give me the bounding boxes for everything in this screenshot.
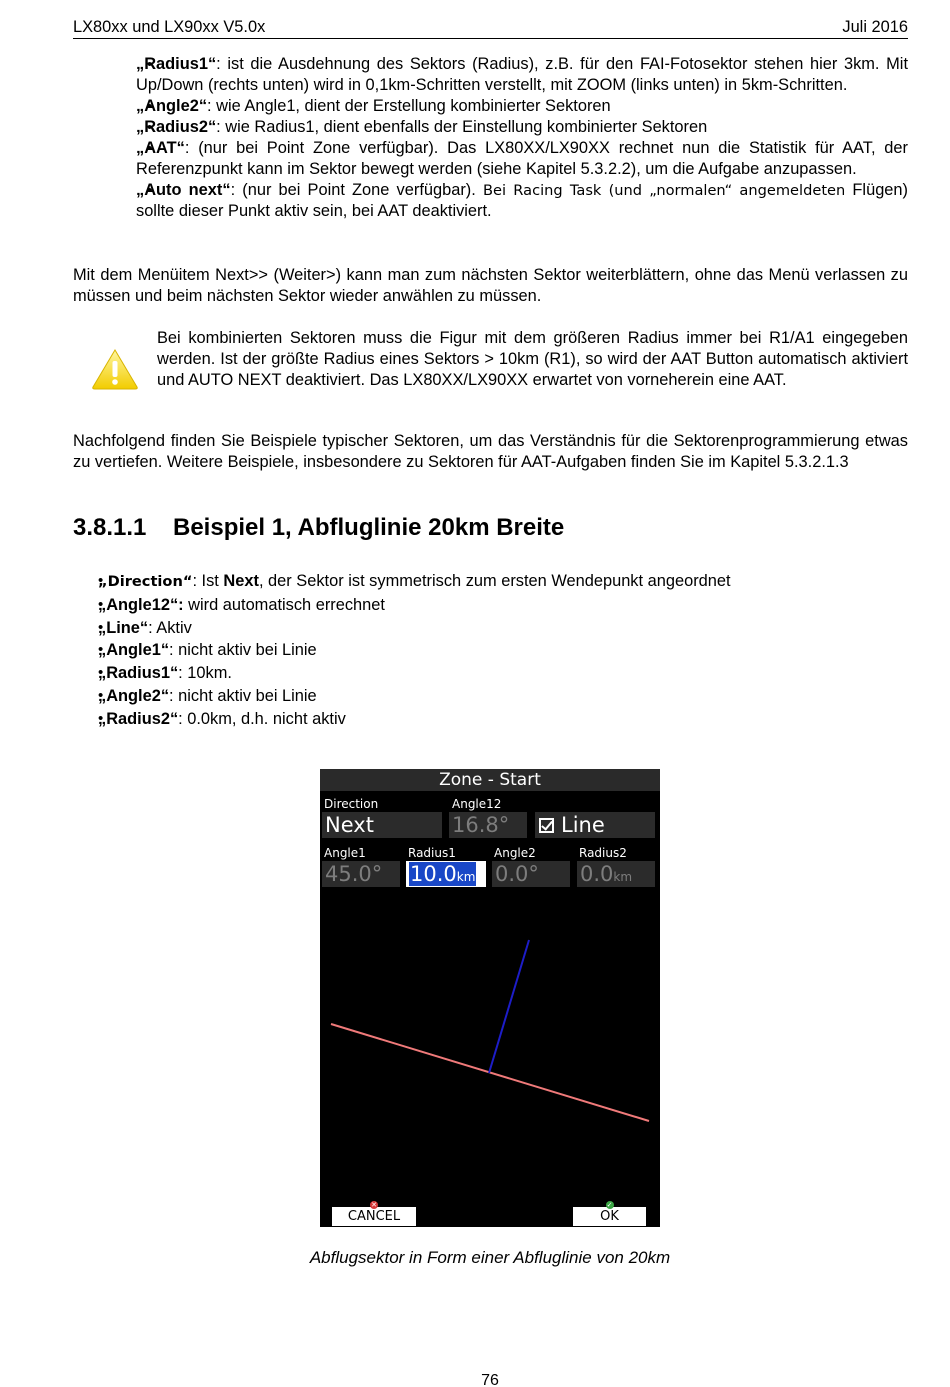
course-line xyxy=(489,940,529,1073)
header-date: Juli 2016 xyxy=(842,18,908,36)
radius2-label: Radius2 xyxy=(579,846,627,860)
section-heading xyxy=(73,513,564,543)
warning-icon xyxy=(91,348,139,390)
header-title: LX80xx und LX90xx V5.0x xyxy=(73,18,266,36)
figure-caption: Abflugsektor in Form einer Abfluglinie von 20km xyxy=(309,1248,671,1267)
angle2-field: 0.0° xyxy=(492,861,570,887)
list-item: • „Radius1“: 10km. xyxy=(98,662,908,685)
sector-plot xyxy=(320,769,660,1227)
next-menu-paragraph: Mit dem Menüitem Next>> (Weiter>) kann man zum nächsten Sektor weiterblättern, ohne das Menü verlassen zu müssen und beim nächsten Sektor wieder anwählen zu müssen. xyxy=(73,266,908,305)
angle12-field: 16.8° xyxy=(449,812,527,838)
direction-field[interactable]: Next xyxy=(322,812,442,838)
list-item: • „Radius2“: wie Radius1, dient ebenfalls der Einstellung kombinierter Sektoren xyxy=(136,117,908,138)
list-item: • „Auto next“: (nur bei Point Zone verfügbar). Bei Racing Task (und „normalen“ angemeldeten Flügen) sollte dieser Punkt aktiv sein, bei AAT deaktiviert. xyxy=(136,180,908,222)
angle2-label: Angle2 xyxy=(494,846,536,860)
list-item: • „Angle1“: nicht aktiv bei Linie xyxy=(98,639,908,662)
parameter-list xyxy=(73,54,908,222)
list-item: • „Angle12“: wird automatisch errechnet xyxy=(98,594,908,617)
list-item: • „Direction“: Ist Next, der Sektor ist symmetrisch zum ersten Wendepunkt angeordnet xyxy=(98,570,908,594)
line-checkbox[interactable]: Line xyxy=(535,812,655,838)
cancel-x-icon: ✕ xyxy=(371,1201,377,1209)
cancel-button[interactable]: ✕ CANCEL xyxy=(332,1207,416,1226)
angle1-label: Angle1 xyxy=(324,846,366,860)
angle1-field: 45.0° xyxy=(322,861,400,887)
example-settings-list xyxy=(73,570,908,731)
list-item: • „Angle2“: nicht aktiv bei Linie xyxy=(98,685,908,708)
ok-check-icon: ✓ xyxy=(606,1201,613,1209)
radius1-field[interactable]: 10.0km xyxy=(406,861,486,887)
combined-sector-note: Bei kombinierten Sektoren muss die Figur mit dem größeren Radius immer bei R1/A1 eingegeben werden. Ist der größte Radius eines Sektors > 10km (R1), so wird der AAT Button automatisch aktiviert und AUTO NEXT deaktiviert. Das LX80XX/LX90XX erwartet von vorneherein eine AAT. xyxy=(157,329,908,389)
page-header xyxy=(73,16,908,39)
zone-start-screen xyxy=(320,769,660,1227)
screen-title: Zone - Start xyxy=(320,769,660,791)
radius1-label: Radius1 xyxy=(408,846,456,860)
list-item: • „AAT“: (nur bei Point Zone verfügbar). Das LX80XX/LX90XX rechnet nun die Statistik für AAT, der Referenzpunkt kann im Sektor bewegt werden (siehe Kapitel 5.3.2.2), um die Aufgabe anzupassen. xyxy=(136,138,908,180)
direction-label: Direction xyxy=(324,797,379,811)
list-item: • „Angle2“: wie Angle1, dient der Erstellung kombinierter Sektoren xyxy=(136,96,908,117)
section-title: Beispiel 1, Abfluglinie 20km Breite xyxy=(173,514,565,541)
radius2-field: 0.0km xyxy=(577,861,655,887)
ok-button[interactable]: ✓ OK xyxy=(573,1207,646,1226)
list-item: • „Radius1“: ist die Ausdehnung des Sektors (Radius), z.B. für den FAI-Fotosektor stehen hier 3km. Mit Up/Down (rechts unten) wird in 0,1km-Schritten verstellt, mit ZOOM (links unten) in 5km-Schritten. xyxy=(136,54,908,96)
examples-intro-paragraph: Nachfolgend finden Sie Beispiele typischer Sektoren, um das Verständnis für die Sektorenprogrammierung etwas zu vertiefen. Weitere Beispiele, insbesondere zu Sektoren für AAT-Aufgaben finden Sie im Kapitel 5.3.2.1.3 xyxy=(73,432,908,471)
page-number: 76 xyxy=(481,1372,499,1387)
list-item: • „Line“: Aktiv xyxy=(98,617,908,640)
angle12-label: Angle12 xyxy=(452,797,502,811)
list-item: • „Radius2“: 0.0km, d.h. nicht aktiv xyxy=(98,708,908,731)
section-number: 3.8.1.1 xyxy=(73,514,147,541)
